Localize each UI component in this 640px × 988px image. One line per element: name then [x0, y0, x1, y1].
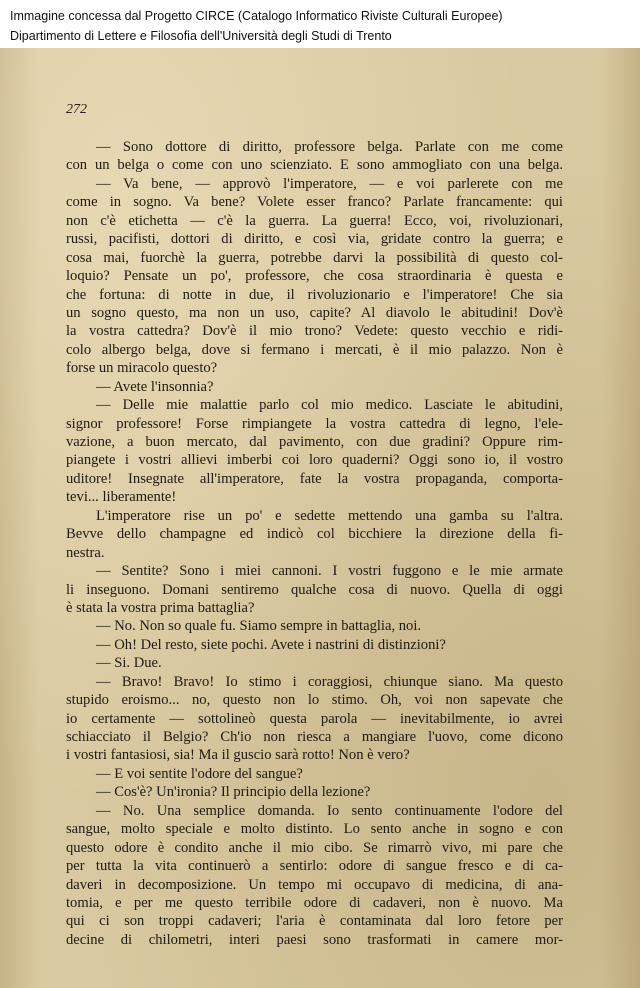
text-line: io certamente — sottolineò questa parola — inevitabilmente, io avrei — [66, 710, 563, 727]
text-line: non c'è etichetta — c'è la guerra. La guerra! Ecco, voi, rivoluzionari, — [66, 212, 563, 229]
scanned-page — [0, 48, 640, 988]
text-line: — E voi sentite l'odore del sangue? — [96, 765, 303, 782]
text-line: — No. Una semplice domanda. Io sento continuamente l'odore del — [96, 802, 563, 819]
text-line: uditore! Insegnate all'imperatore, fate la vostra propaganda, comporta- — [66, 470, 563, 487]
text-line: — Delle mie malattie parlo col mio medico. Lasciate le abitudini, — [96, 397, 563, 414]
text-line: stupido eroismo... no, questo non lo stimo. Oh, voi non sapevate che — [66, 692, 563, 709]
text-line: qui ci son troppi cadaveri; l'aria è contaminata dal loro fetore per — [66, 913, 563, 930]
text-line: — Si. Due. — [96, 655, 162, 672]
text-line: questo odore è condito anche il mio cibo. Se rimarrò vivo, mi pare che — [66, 839, 563, 856]
text-line: — Bravo! Bravo! Io stimo i coraggiosi, chiunque siano. Ma questo — [96, 673, 563, 690]
text-line: piangete i vostri allievi imberbi coi loro quaderni? Oggi sono io, il vostro — [66, 452, 563, 469]
text-line: — Sentite? Sono i miei cannoni. I vostri fuggono e le mie armate — [96, 563, 563, 580]
text-line: decine di chilometri, interi paesi sono trasformati in camere mor- — [66, 931, 563, 948]
text-line: — No. Non so quale fu. Siamo sempre in battaglia, noi. — [96, 618, 422, 635]
text-line: — Sono dottore di diritto, professore belga. Parlate con me come — [96, 139, 563, 155]
text-line: loquio? Pensate un po', professore, che cosa straordinaria è questa e — [66, 268, 563, 285]
text-line: come in sogno. Va bene? Volete esser franco? Parlate francamente: qui — [66, 194, 563, 211]
text-line: signor professore! Forse rimpiangete la vostra cattedra di legno, l'ele- — [66, 415, 563, 432]
text-line: sangue, molto speciale e molto distinto. Lo sento anche in sogno e con — [66, 821, 563, 838]
page-number: 272 — [66, 102, 87, 117]
text-line: daveri in decomposizione. Un tempo mi occupavo di medicina, di ana- — [66, 876, 563, 893]
text-line: — Oh! Del resto, siete pochi. Avete i nastrini di distinzioni? — [96, 636, 446, 653]
text-line: colo albergo belga, dove si fermano i mercati, è il mio palazzo. Non è — [66, 341, 563, 358]
credit-banner — [0, 0, 640, 48]
text-line: schiacciato il Belgio? Ch'io non riesca a mangiare l'uovo, come dicono — [66, 729, 563, 745]
text-line: forse un miracolo questo? — [66, 360, 218, 377]
text-line: nestra. — [66, 544, 105, 561]
text-line: per tutta la vita continuerò a sentirlo: odore di sangue fresco e di ca- — [66, 858, 563, 875]
text-line: tevi... liberamente! — [66, 489, 177, 506]
text-line: — Cos'è? Un'ironia? Il principio della lezione? — [96, 784, 371, 801]
text-line: — Avete l'insonnia? — [96, 378, 214, 395]
text-line: li inseguono. Domani sentiremo qualche cosa di nuovo. Quella di oggi — [66, 581, 563, 598]
text-line: è stata la vostra prima battaglia? — [66, 599, 255, 616]
text-line: L'imperatore rise un po' e sedette mettendo una gamba su l'altra. — [96, 507, 563, 524]
text-line: che fortuna: di notte in due, il rivoluzionario e l'imperatore! Che sia — [66, 286, 563, 303]
text-line: la vostra cattedra? Dov'è il mio trono? Vedete: questo vecchio e ridi- — [66, 323, 563, 340]
text-line: i vostri fantasiosi, sia! Ma il guscio sarà rotto! Non è vero? — [66, 747, 410, 764]
text-line: tomia, e per me questo terribile odore di cadaveri, non è nuovo. Ma — [66, 894, 563, 911]
body-text — [66, 138, 563, 949]
credit-line-1: Immagine concessa dal Progetto CIRCE (Catalogo Informatico Riviste Culturali Europee) — [10, 9, 503, 23]
text-line: — Va bene, — approvò l'imperatore, — e voi parlerete con me — [96, 175, 563, 192]
text-line: vazione, a buon mercato, dal pavimento, con due gradini? Oppure rim- — [66, 434, 563, 450]
text-line: russi, pacifisti, dottori di diritto, e così via, gridate contro la guerra; e — [66, 231, 563, 248]
text-line: un sogno questo, ma non un uso, capite? Al diavolo le abitudini! Dov'è — [66, 304, 563, 321]
text-line: con un belga o come con uno scienziato. E sono ammogliato con una belga. — [66, 157, 563, 174]
text-line: Bevve dello champagne ed indicò col bicchiere la direzione della fi- — [66, 526, 563, 543]
credit-line-2: Dipartimento di Lettere e Filosofia dell'Università degli Studi di Trento — [10, 29, 392, 43]
text-line: cosa mai, fuorchè la guerra, potrebbe darvi la possibilità di questo col- — [66, 249, 563, 266]
